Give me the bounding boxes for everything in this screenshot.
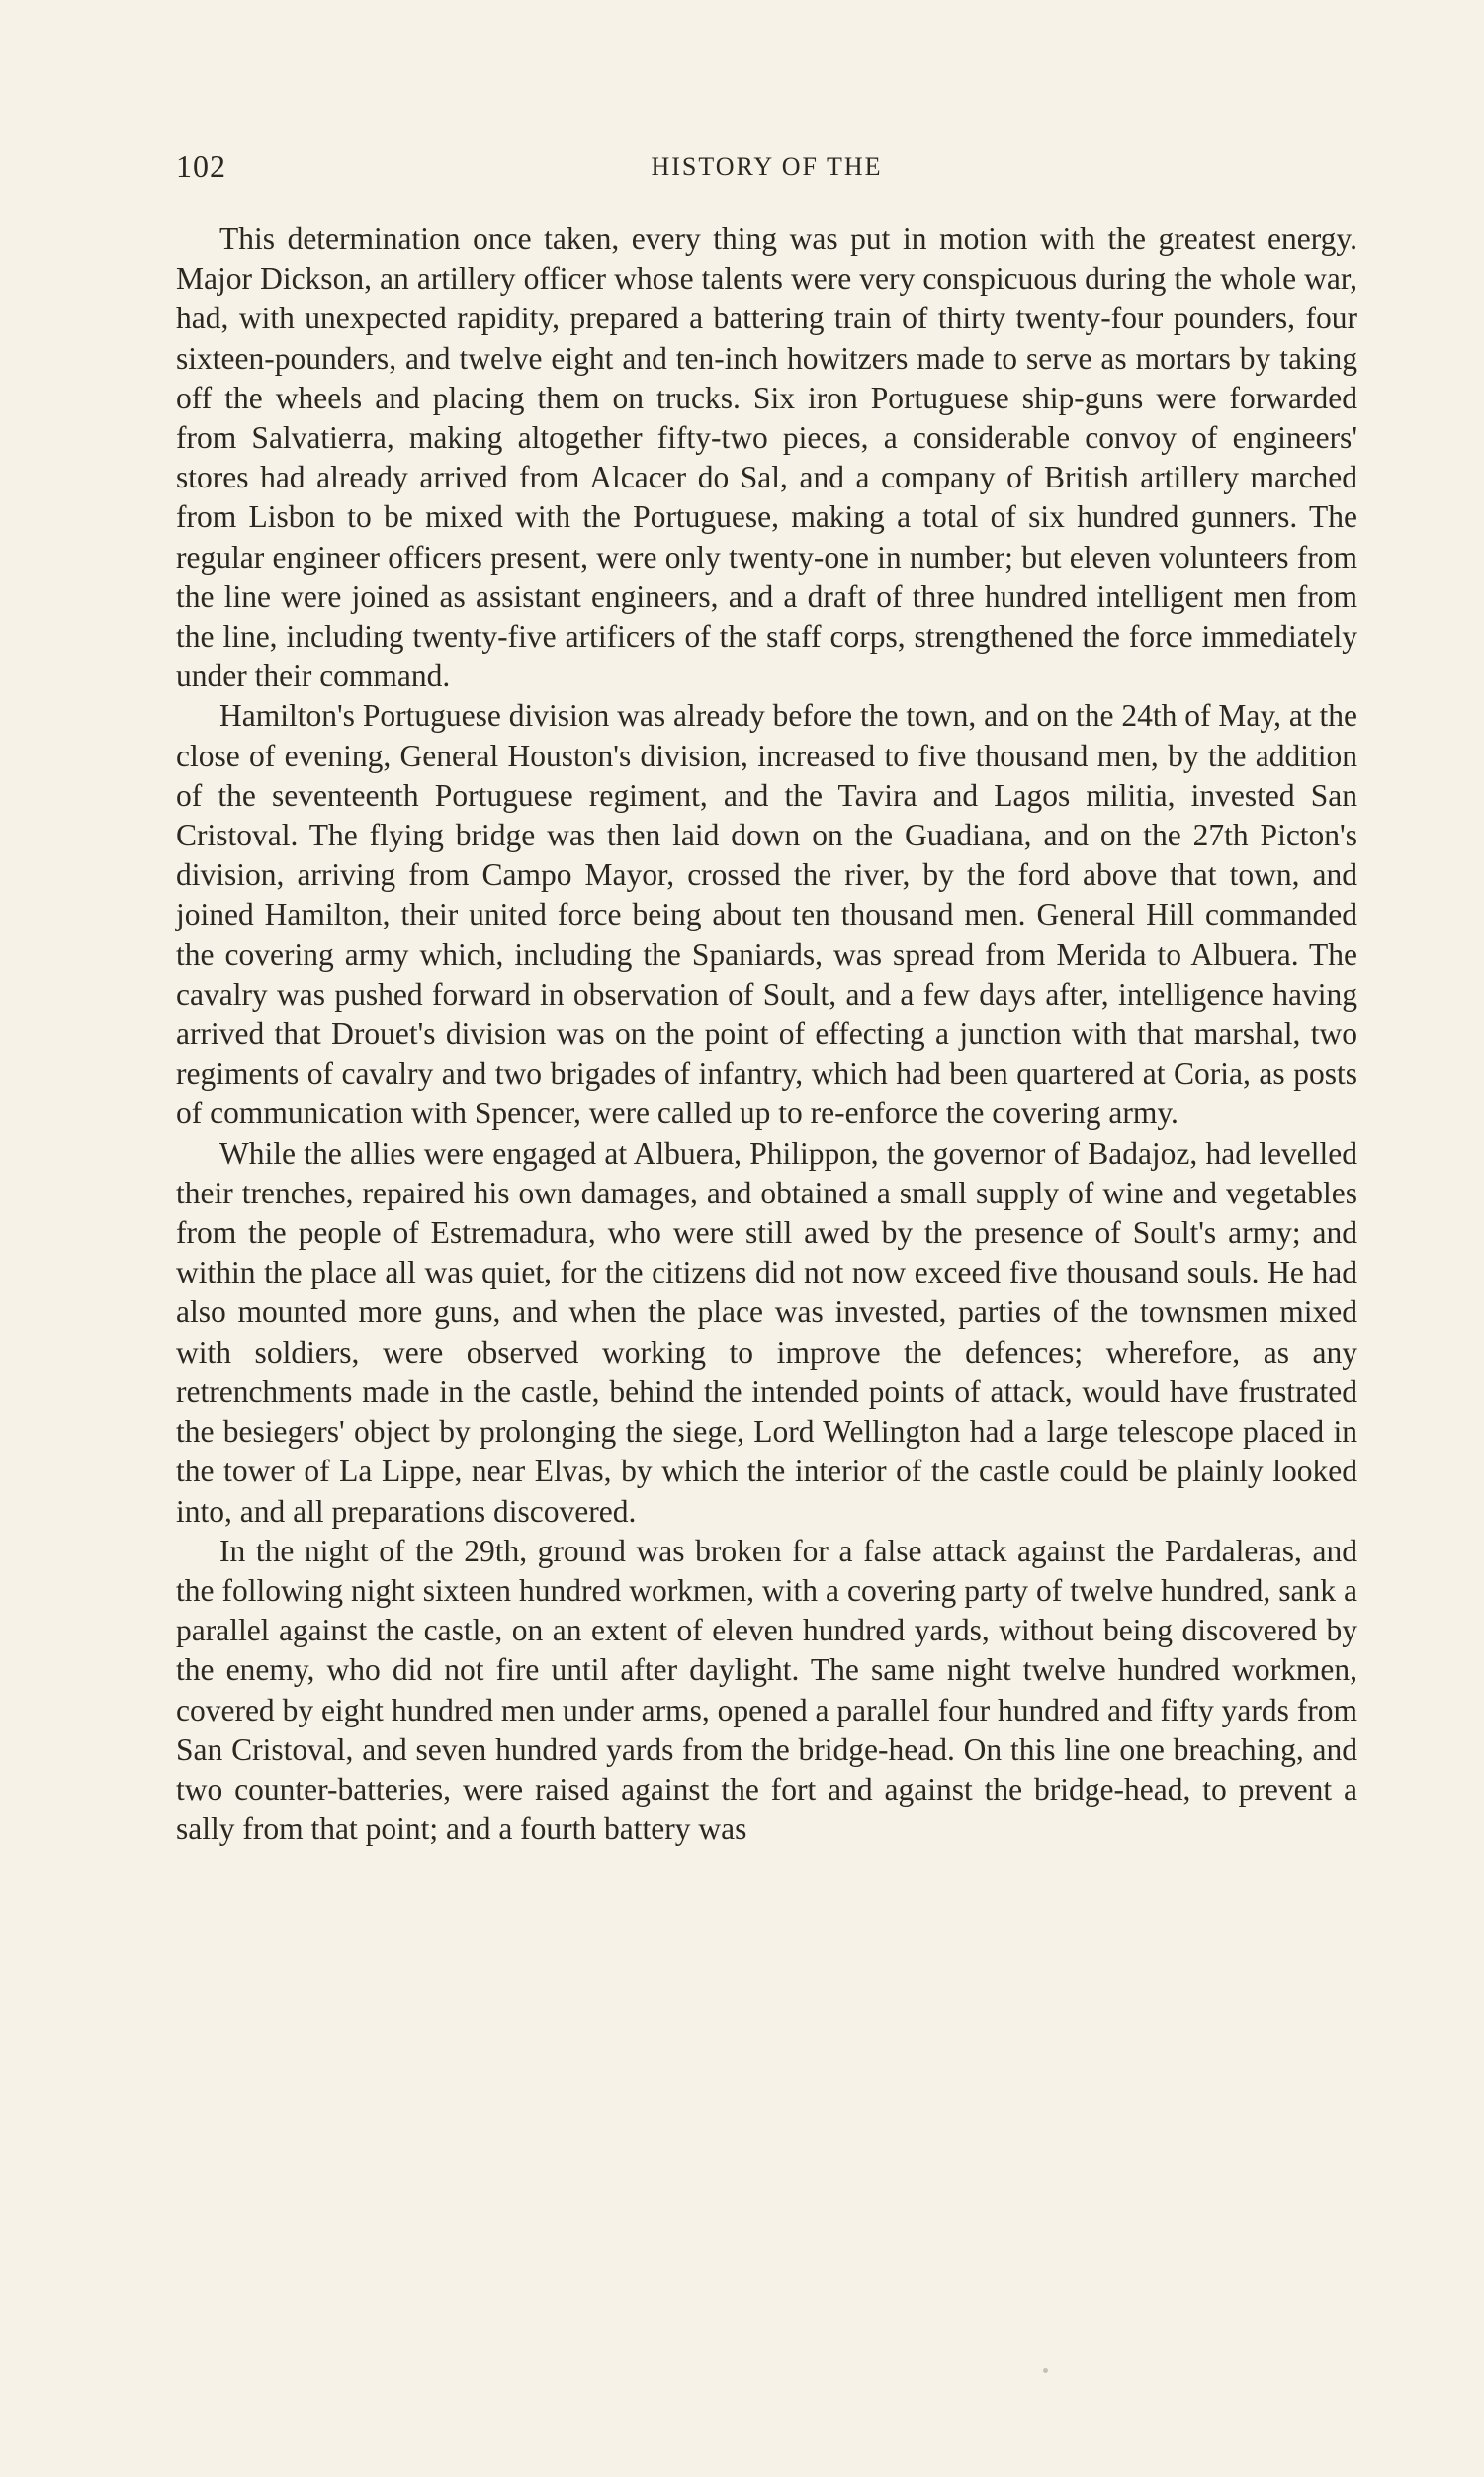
paragraph: Hamilton's Portuguese division was already before the town, and on the 24th of May, at the close of evening, General Houston's division, increased to five thousand men, by the addition of the seventeenth Portuguese regiment, and the Tavira and Lagos militia, invested San Cristoval. The flying bridge was then laid down on the Guadiana, and on the 27th Picton's division, arriving from Campo Mayor, crossed the river, by the ford above that town, and joined Hamilton, their united force being about ten thousand men. General Hill commanded the covering army which, including the Spaniards, was spread from Merida to Albuera. The cavalry was pushed forward in observation of Soult, and a few days after, intelligence having arrived that Drouet's division was on the point of effecting a junction with that marshal, two regiments of cavalry and two brigades of infantry, which had been quartered at Coria, as posts of communication with Spencer, were called up to re-enforce the covering army. bbox=[176, 698, 1357, 1131]
paragraph: While the allies were engaged at Albuera, Philippon, the governor of Badajoz, had levelled their trenches, repaired his own damages, and obtained a small supply of wine and vegetables from the people of Estremadura, who were still awed by the presence of Soult's army; and within the place all was quiet, for the citizens did not now exceed five thousand souls. He had also mounted more guns, and when the place was invested, parties of the townsmen mixed with soldiers, were observed working to improve the defences; wherefore, as any retrenchments made in the castle, behind the intended points of attack, would have frustrated the besiegers' object by prolonging the siege, Lord Wellington had a large telescope placed in the tower of La Lippe, near Elvas, by which the interior of the castle could be plainly looked into, and all preparations discovered. bbox=[176, 1135, 1357, 1529]
running-title: HISTORY OF THE bbox=[651, 152, 883, 181]
page-number: 102 bbox=[176, 148, 226, 184]
paragraph: This determination once taken, every thing was put in motion with the greatest energy. Major Dickson, an artillery officer whose talents were very conspicuous during the whole war, had, with unexpected rapidity, prepared a battering train of thirty twenty-four pounders, four sixteen-pounders, and twelve eight and ten-inch howitzers made to serve as mortars by taking off the wheels and placing them on trucks. Six iron Portuguese ship-guns were forwarded from Salvatierra, making altogether fifty-two pieces, a considerable convoy of engineers' stores had already arrived from Alcacer do Sal, and a company of British artillery marched from Lisbon to be mixed with the Portuguese, making a total of six hundred gunners. The regular engineer officers present, were only twenty-one in number; but eleven volunteers from the line were joined as assistant engineers, and a draft of three hundred intelligent men from the line, including twenty-five artificers of the staff corps, strengthened the force immediately under their command. bbox=[176, 221, 1357, 694]
paper-speck bbox=[1043, 2368, 1048, 2373]
body-text bbox=[176, 220, 1357, 1849]
paragraph: In the night of the 29th, ground was broken for a false attack against the Pardaleras, and the following night sixteen hundred workmen, with a covering party of twelve hundred, sank a parallel against the castle, on an extent of eleven hundred yards, without being discovered by the enemy, who did not fire until after daylight. The same night twelve hundred workmen, covered by eight hundred men under arms, opened a parallel four hundred and fifty yards from San Cristoval, and seven hundred yards from the bridge-head. On this line one breaching, and two counter-batteries, were raised against the fort and against the bridge-head, to prevent a sally from that point; and a fourth battery was bbox=[176, 1533, 1357, 1847]
page-header bbox=[176, 148, 1357, 188]
